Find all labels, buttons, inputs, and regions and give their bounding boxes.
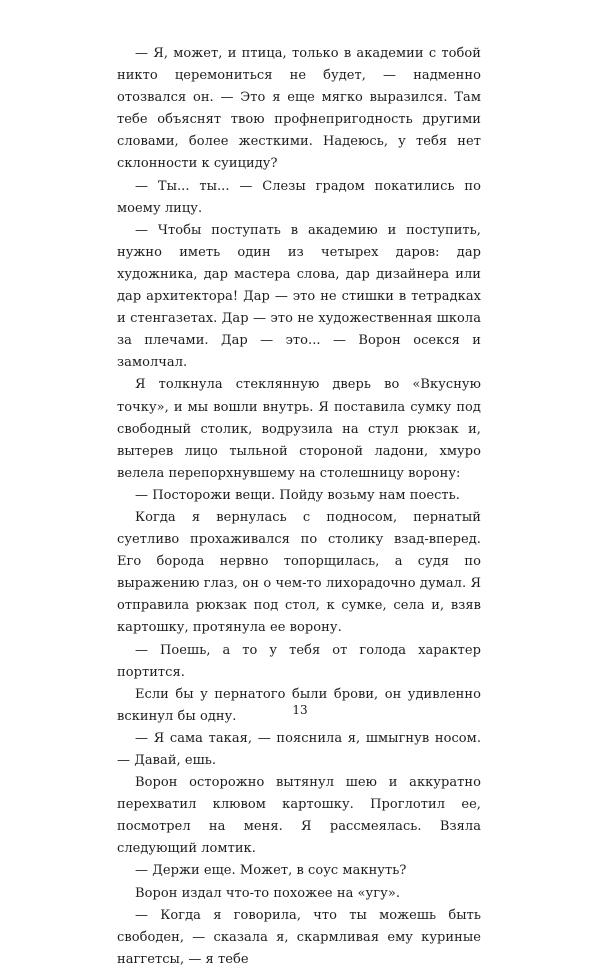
paragraph: — Я сама такая, — пояснила я, шмыгнув носом. — Давай, ешь. (117, 730, 481, 768)
paragraph: — Поешь, а то у тебя от голода характер портится. (117, 642, 481, 680)
paragraph: Я толкнула стеклянную дверь во «Вкусную точку», и мы вошли внутрь. Я поставила сумку под свободный столик, водрузила на стул рюкзак и, вытерев лицо тыльной стороной ладони, хмуро велела перепорхнувшему на столешницу ворону: (117, 377, 481, 481)
paragraph: Ворон осторожно вытянул шею и аккуратно перехватил клювом картошку. Проглотил ее, посмотрел на меня. Я рассмеялась. Взяла следующий ломтик. (117, 775, 481, 857)
paragraph: — Когда я говорила, что ты можешь быть свободен, — сказала я, скармливая ему куриные наггетсы, — я тебе (117, 907, 481, 967)
paragraph: Ворон издал что-то похожее на «угу». (135, 885, 401, 901)
paragraph: — Ты... ты... — Слезы градом покатились по моему лицу. (117, 178, 481, 216)
paragraph: — Чтобы поступать в академию и поступить, нужно иметь один из четырех даров: дар художника, дар мастера слова, дар дизайнера или дар архитектора! Дар — это не стишки в тетрадках и стенгазетах. Дар — это не художественная школа за плечами. Дар — это... — Ворон осекся и замолчал. (117, 222, 481, 371)
body-text (117, 43, 481, 971)
paragraph: — Держи еще. Может, в соус макнуть? (135, 863, 407, 879)
page-number: 13 (292, 703, 308, 717)
paragraph: — Посторожи вещи. Пойду возьму нам поесть. (135, 487, 460, 503)
paragraph: — Я, может, и птица, только в академии с тобой никто церемониться не будет, — надменно отозвался он. — Это я еще мягко выразился. Там тебе объяснят твою профнепригодность другими словами, более жесткими. Надеюсь, у тебя нет склонности к суициду? (117, 46, 481, 172)
paragraph: Когда я вернулась с подносом, пернатый суетливо прохаживался по столику взад-вперед. Его борода нервно топорщилась, а судя по выражению глаз, он о чем-то лихорадочно думал. Я отправила рюкзак под стол, к сумке, села и, взяв картошку, протянула ее ворону. (117, 509, 481, 636)
paragraph: Если бы у пернатого были брови, он удивленно вскинул бы одну. (117, 686, 481, 724)
